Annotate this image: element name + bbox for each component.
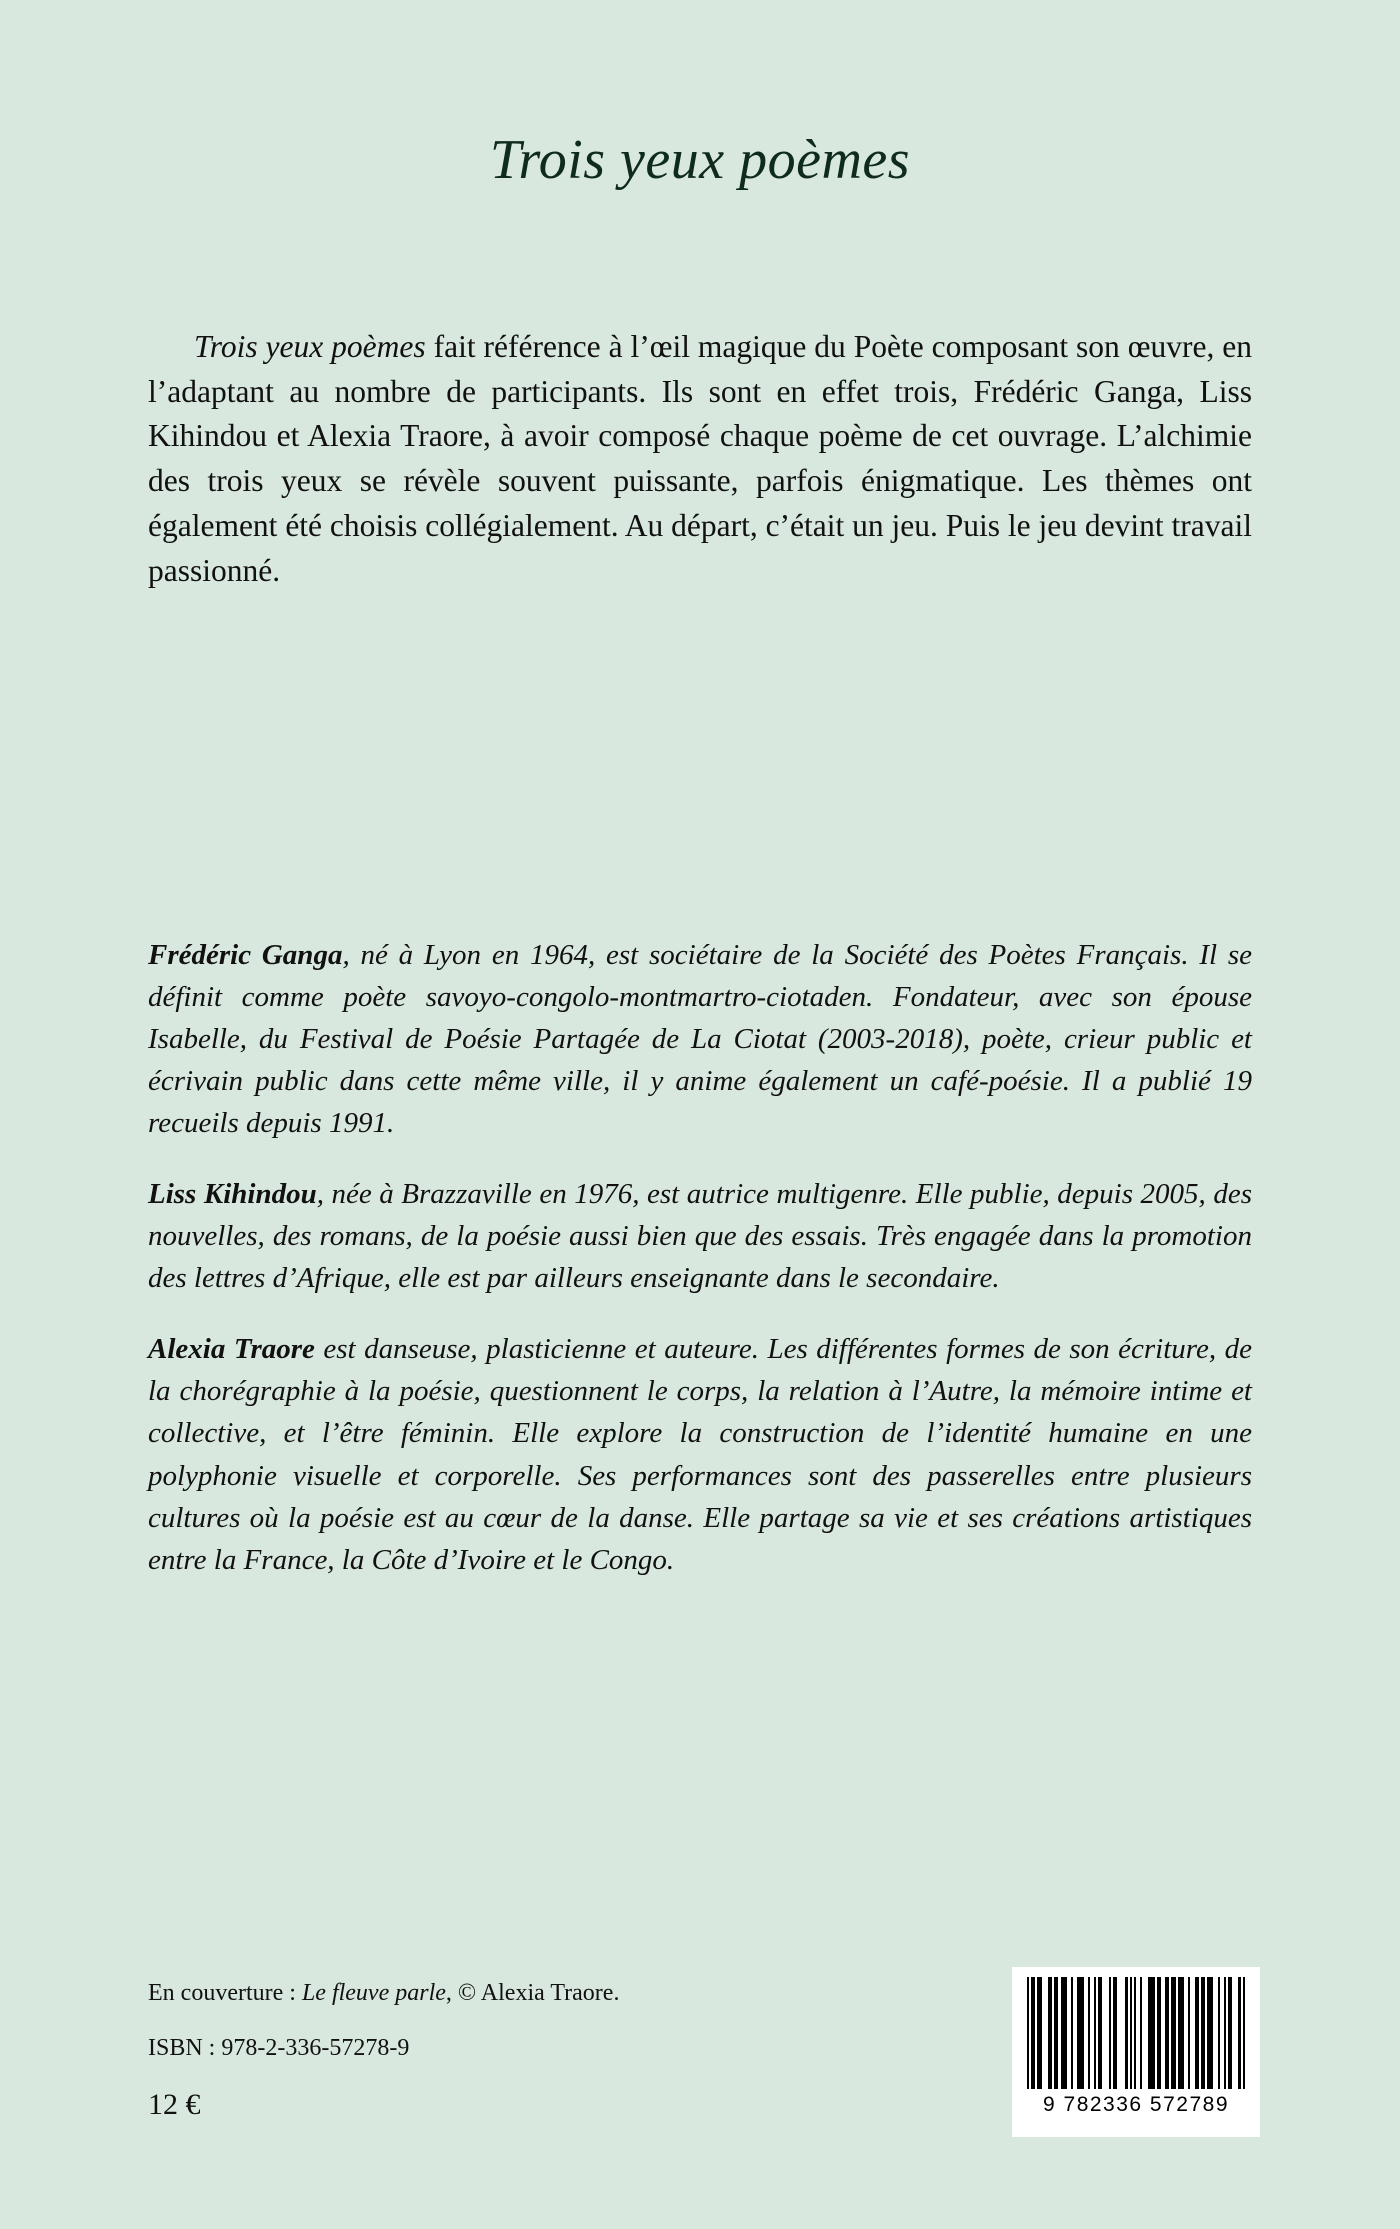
- author-bios: [148, 905, 1252, 1581]
- cover-credit-prefix: En couverture :: [148, 1979, 302, 2006]
- cover-credit: [148, 1971, 848, 2017]
- bio-entry: [148, 1173, 1252, 1299]
- barcode-bars: [1027, 1977, 1245, 2089]
- bio-entry: [148, 1328, 1252, 1580]
- bio-author-name: Alexia Traore: [148, 1333, 315, 1366]
- cover-artwork-title: Le fleuve parle: [301, 1979, 446, 2006]
- bio-author-text: , né à Lyon en 1964, est sociétaire de la Société des Poètes Français. Il se définit comme poète savoyo-congolo-montmartro-ciotaden. Fondateur, avec son épouse Isabelle, du Festival de Poésie Partagée de La Ciotat (2003-2018), poète, crieur public et écrivain public dans cette même ville, il y anime également un café-poésie. Il a publié 19 recueils depuis 1991.: [148, 939, 1252, 1140]
- price-line: 12 €: [148, 2088, 201, 2121]
- bio-author-name: Frédéric Ganga: [148, 939, 343, 971]
- blurb-lead-title: Trois yeux poèmes: [194, 329, 426, 364]
- barcode-digits: 9 782336 572789: [1043, 2093, 1229, 2116]
- page-title: Trois yeux poèmes: [489, 129, 911, 191]
- bio-author-text: est danseuse, plasticienne et auteure. Les différentes formes de son écriture, de la chorégraphie à la poésie, questionnent le corps, la relation à l’Autre, la mémoire intime et collective, et l’être féminin. Elle explore la construction de l’identité humaine en une polyphonie visuelle et corporelle. Ses performances sont des passerelles entre plusieurs cultures où la poésie est au cœur de la danse. Elle partage sa vie et ses créations artistiques entre la France, la Côte d’Ivoire et le Congo.: [148, 1333, 1252, 1576]
- bio-author-name: Liss Kihindou: [148, 1178, 317, 1211]
- blurb-body: fait référence à l’œil magique du Poète composant son œuvre, en l’adaptant au nombre de participants. Ils sont en effet trois, Frédéric Ganga, Liss Kihindou et Alexia Traore, à avoir composé chaque poème de cet ouvrage. L’alchimie des trois yeux se révèle souvent puissante, parfois énigmatique. Les thèmes ont également été choisis collégialement. Au départ, c’était un jeu. Puis le jeu devint travail passionné.: [148, 329, 1252, 588]
- footer-block: [148, 1971, 848, 2133]
- bio-author-text: , née à Brazzaville en 1976, est autrice multigenre. Elle publie, depuis 2005, des nouvelles, des romans, de la poésie aussi bien que des essais. Très engagée dans la promotion des lettres d’Afrique, elle est par ailleurs enseignante dans le secondaire.: [148, 1178, 1252, 1295]
- blurb-paragraph: [148, 325, 1252, 593]
- barcode: [1012, 1967, 1260, 2137]
- isbn-line: ISBN : 978-2-336-57278-9: [148, 2035, 410, 2062]
- bio-entry: [148, 934, 1252, 1144]
- cover-credit-suffix: , © Alexia Traore.: [445, 1979, 620, 2006]
